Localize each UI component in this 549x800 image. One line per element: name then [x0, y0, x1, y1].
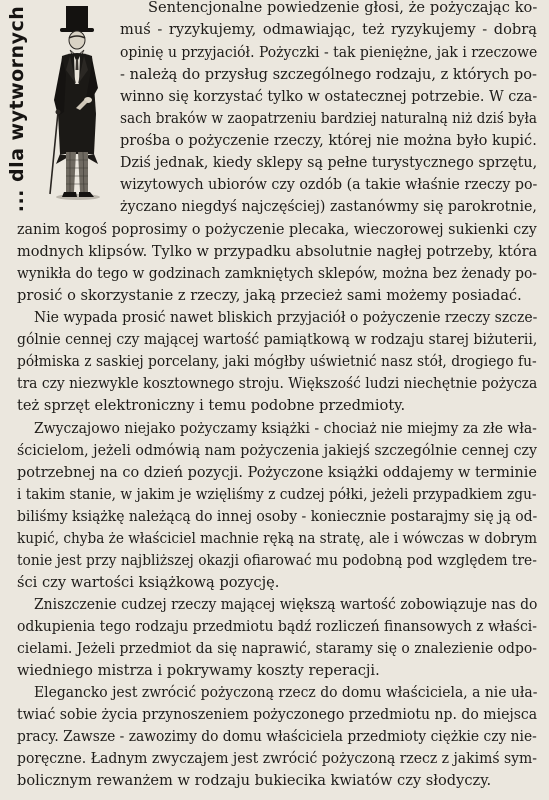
text-line: wizytowych ubiorów czy ozdób (a takie właśnie rzeczy po- [120, 176, 538, 193]
text-line: Zniszczenie cudzej rzeczy mającej większą wartość zobowiązuje nas do [34, 596, 538, 613]
text-line: ści czy wartości książkową pozycję. [17, 574, 280, 591]
text-line: winno się korzystać tylko w ostatecznej potrzebie. W cza- [120, 88, 538, 105]
text-line: Sentencjonalne powiedzenie głosi, że pożyczając ko- [148, 0, 538, 16]
text-line: Zwyczajowo niejako pożyczamy książki - chociaż nie miejmy za złe wła- [34, 420, 537, 437]
text-line: potrzebnej na co dzień pozycji. Pożyczone książki oddajemy w terminie [17, 464, 537, 481]
text-line: Nie wypada prosić nawet bliskich przyjaciół o pożyczenie rzeczy szcze- [34, 309, 538, 326]
text-line: modnych klipsów. Tylko w przypadku absolutnie nagłej potrzeby, która [17, 243, 538, 260]
text-line: opinię u przyjaciół. Pożyczki - tak pieniężne, jak i rzeczowe [120, 44, 538, 61]
text-line: poręczne. Ładnym zwyczajem jest zwrócić pożyczoną rzecz z jakimś sym- [17, 750, 537, 767]
text-line: zanim kogoś poprosimy o pożyczenie plecaka, wieczorowej sukienki czy [17, 221, 537, 238]
text-line: biliśmy książkę należącą do innej osoby - koniecznie postarajmy się ją od- [17, 508, 538, 525]
text-line: półmiska z saskiej porcelany, jaki mógłby uświetnić nasz stół, drogiego fu- [17, 353, 537, 370]
text-line: bolicznym rewanżem w rodzaju bukiecika kwiatów czy słodyczy. [17, 772, 492, 789]
text-line: Elegancko jest zwrócić pożyczoną rzecz do domu właściciela, a nie uła- [34, 684, 538, 701]
text-line: cielami. Jeżeli przedmiot da się naprawić, staramy się o znalezienie odpo- [17, 640, 537, 657]
text-line: muś - ryzykujemy, odmawiając, też ryzykujemy - dobrą [120, 21, 537, 38]
text-line: życzano niegdyś najczęściej) zastanówmy się parokrotnie, [120, 198, 537, 215]
text-line: ścicielom, jeżeli odmówią nam pożyczenia jakiejś szczególnie cennej czy [17, 442, 538, 459]
text-line: sach braków w zaopatrzeniu bardziej naturalną niż dziś była [120, 110, 538, 127]
text-line: wynikła do tego w godzinach zamkniętych sklepów, można bez żenady po- [17, 265, 537, 282]
text-line: - należą do przysług szczególnego rodzaju, z których po- [120, 66, 537, 83]
text-line: twiać sobie życia przynoszeniem pożyczonego przedmiotu np. do miejsca [17, 706, 538, 723]
text-line: wiedniego mistrza i pokrywamy koszty reperacji. [17, 662, 380, 679]
text-line: pracy. Zawsze - zawozimy do domu właściciela przedmioty ciężkie czy nie- [17, 728, 537, 745]
text-line: prosić o skorzystanie z rzeczy, jaką przecież sami możemy posiadać. [17, 287, 522, 304]
text-line: też sprzęt elektroniczny i temu podobne przedmioty. [17, 397, 406, 414]
text-line: prośba o pożyczenie rzeczy, której nie można było kupić. [120, 132, 537, 149]
text-line: tonie jest przy najbliższej okazji ofiarować mu podobną pod względem tre- [17, 552, 537, 569]
text-line: odkupienia tego rodzaju przedmiotu bądź rozliczeń finansowych z właści- [17, 618, 537, 635]
text-line: tra czy niezwykle kosztownego stroju. Większość ludzi niechętnie pożycza [17, 375, 538, 392]
sidebar-title-text: ... dla wytwornych [6, 5, 28, 213]
text-line: i takim stanie, w jakim je wzięliśmy z cudzej półki, jeżeli przypadkiem zgu- [17, 486, 537, 503]
text-line: gólnie cennej czy mającej wartość pamiątkową w rodzaju starej biżuterii, [17, 331, 538, 348]
text-line: kupić, chyba że właściciel machnie ręką na stratę, ale i wówczas w dobrym [17, 530, 538, 547]
text-line: Dziś jednak, kiedy sklepy są pełne turystycznego sprzętu, [120, 154, 538, 171]
